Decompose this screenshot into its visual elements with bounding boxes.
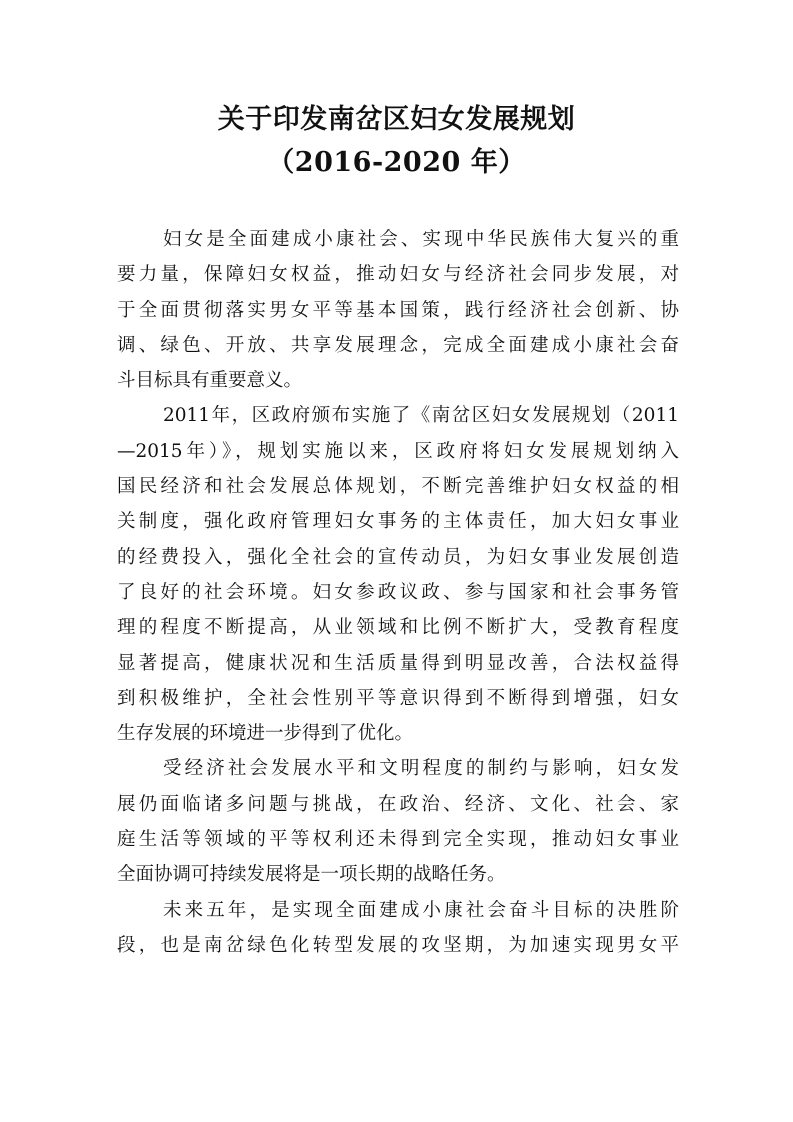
text-line: 要力量，保障妇女权益，推动妇女与经济社会同步发展，对: [117, 264, 679, 286]
text-line: 理的程度不断提高，从业领域和比例不断扩大，受教育程度: [117, 617, 679, 639]
document-subtitle-years: （2016-2020 年）: [267, 147, 526, 178]
text-line: 调、绿色、开放、共享发展理念，完成全面建成小康社会奋: [117, 334, 679, 356]
text-line: 段，也是南岔绿色化转型发展的攻坚期，为加速实现男女平: [117, 934, 679, 956]
text-line: 关制度，强化政府管理妇女事务的主体责任，加大妇女事业: [117, 511, 679, 533]
text-line: 斗目标具有重要意义。: [117, 370, 303, 392]
text-line: 于全面贯彻落实男女平等基本国策，践行经济社会创新、协: [117, 299, 679, 321]
text-line: 2011年，区政府颁布实施了《南岔区妇女发展规划（2011: [163, 405, 679, 427]
text-line: 妇女是全面建成小康社会、实现中华民族伟大复兴的重: [163, 229, 679, 250]
text-line: 了良好的社会环境。妇女参政议政、参与国家和社会事务管: [117, 581, 679, 603]
text-line: 全面协调可持续发展将是一项长期的战略任务。: [117, 864, 506, 886]
text-line: 的经费投入，强化全社会的宣传动员，为妇女事业发展创造: [117, 546, 679, 568]
text-line: 受经济社会发展水平和文明程度的制约与影响，妇女发: [163, 758, 679, 780]
text-line: 显著提高，健康状况和生活质量得到明显改善，合法权益得: [117, 652, 679, 674]
text-line: 未来五年，是实现全面建成小康社会奋斗目标的决胜阶: [163, 899, 679, 921]
document-body: [117, 222, 679, 963]
text-line: 国民经济和社会发展总体规划，不断完善维护妇女权益的相: [117, 476, 679, 498]
text-line: 生存发展的环境进一步得到了优化。: [117, 723, 414, 745]
text-line: 庭生活等领域的平等权利还未得到完全实现，推动妇女事业: [117, 829, 679, 851]
text-line: 到积极维护，全社会性别平等意识得到不断得到增强，妇女: [117, 687, 679, 709]
text-line: —2015年）》，规划实施以来，区政府将妇女发展规划纳入: [117, 440, 679, 462]
text-line: 展仍面临诸多问题与挑战，在政治、经济、文化、社会、家: [117, 793, 679, 815]
document-title: 关于印发南岔区妇女发展规划: [217, 104, 576, 135]
